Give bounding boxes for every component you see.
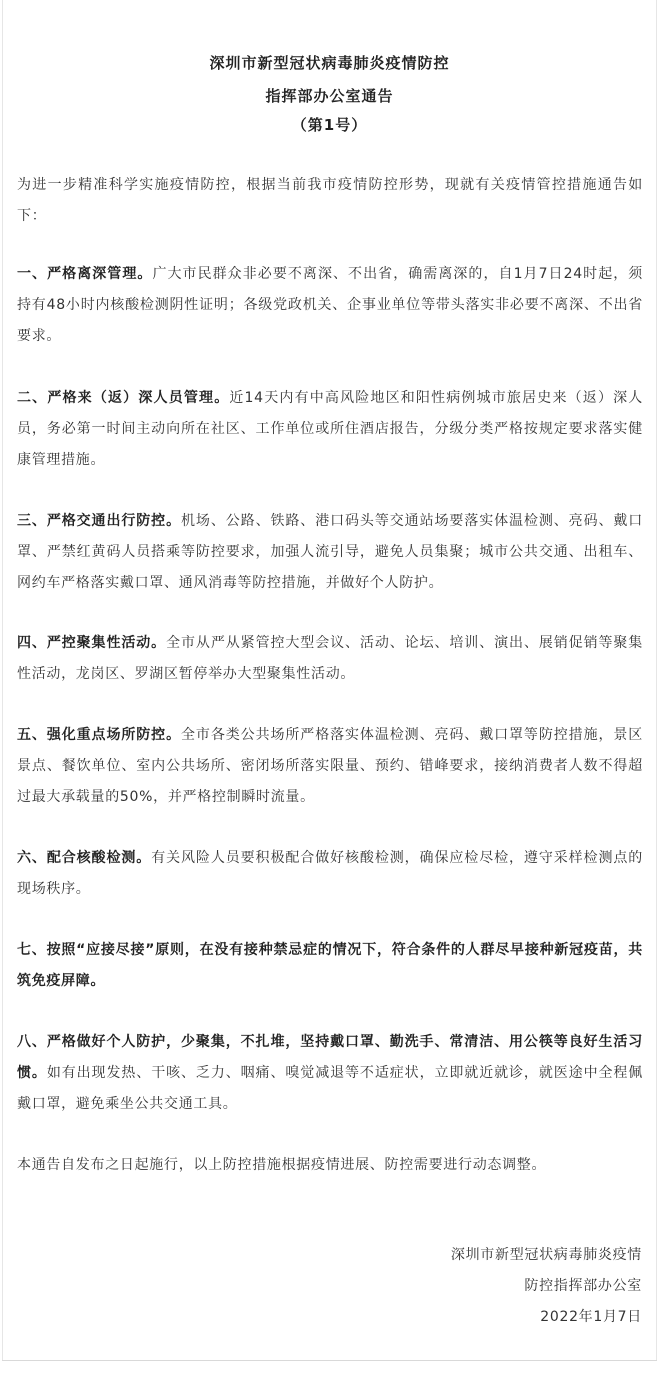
item-4-body: 全市从严从紧管控大型会议、活动、论坛、培训、演出、展销促销等聚集性活动，龙岗区、罗湖区暂停举办大型聚集性活动。 bbox=[17, 635, 644, 682]
signature-org-line-1: 深圳市新型冠状病毒肺炎疫情 bbox=[450, 1247, 642, 1263]
item-6-paragraph bbox=[17, 843, 643, 905]
item-1-paragraph bbox=[17, 259, 643, 352]
item-5-paragraph bbox=[17, 720, 643, 813]
item-7-paragraph bbox=[17, 935, 643, 997]
item-3-paragraph bbox=[17, 506, 643, 599]
title-line-1: 深圳市新型冠状病毒肺炎疫情防控 bbox=[209, 54, 450, 72]
item-5-heading: 五、强化重点场所防控。 bbox=[17, 727, 182, 743]
frame-left-border bbox=[2, 0, 3, 1361]
signature-org-line-2: 防控指挥部办公室 bbox=[524, 1278, 642, 1294]
item-7-heading: 七、按照“应接尽接”原则，在没有接种禁忌症的情况下，符合条件的人群尽早接种新冠疫苗，共筑免疫屏障。 bbox=[17, 942, 643, 989]
item-6-heading: 六、配合核酸检测。 bbox=[17, 850, 152, 866]
item-2-paragraph bbox=[17, 383, 643, 476]
frame-bottom-border bbox=[2, 1360, 657, 1361]
closing-paragraph: 本通告自发布之日起施行，以上防控措施根据疫情进展、防控需要进行动态调整。 bbox=[17, 1157, 547, 1173]
item-8-paragraph bbox=[17, 1027, 643, 1120]
item-3-heading: 三、严格交通出行防控。 bbox=[17, 513, 182, 529]
item-5-body: 全市各类公共场所严格落实体温检测、亮码、戴口罩等防控措施，景区景点、餐饮单位、室内公共场所、密闭场所落实限量、预约、错峰要求，接纳消费者人数不得超过最大承载量的50%，并严格控制瞬时流量。 bbox=[17, 727, 644, 805]
title-line-2: 指挥部办公室通告 bbox=[265, 87, 394, 105]
item-1-body: 广大市民群众非必要不离深、不出省，确需离深的，自1月7日24时起，须持有48小时内核酸检测阴性证明；各级党政机关、企事业单位等带头落实非必要不离深、不出省要求。 bbox=[17, 266, 643, 344]
signature-date: 2022年1月7日 bbox=[540, 1309, 642, 1325]
item-3-body: 机场、公路、铁路、港口码头等交通站场要落实体温检测、亮码、戴口罩、严禁红黄码人员搭乘等防控要求，加强人流引导，避免人员集聚；城市公共交通、出租车、网约车严格落实戴口罩、通风消毒等防控措施，并做好个人防护。 bbox=[17, 513, 644, 591]
item-8-body: 如有出现发热、干咳、乏力、咽痛、嗅觉减退等不适症状，立即就近就诊，就医途中全程佩戴口罩，避免乘坐公共交通工具。 bbox=[17, 1065, 644, 1112]
intro-paragraph: 为进一步精准科学实施疫情防控，根据当前我市疫情防控形势，现就有关疫情管控措施通告如下： bbox=[17, 177, 643, 224]
item-2-body: 近14天内有中高风险地区和阳性病例城市旅居史来（返）深人员，务必第一时间主动向所在社区、工作单位或所住酒店报告，分级分类严格按规定要求落实健康管理措施。 bbox=[17, 390, 643, 468]
notice-number: （第1号） bbox=[291, 116, 368, 134]
item-8-heading: 八、严格做好个人防护，少聚集，不扎堆，坚持戴口罩、勤洗手、常清洁、用公筷等良好生活习惯。 bbox=[17, 1034, 643, 1081]
item-4-paragraph bbox=[17, 628, 643, 690]
frame-right-border bbox=[656, 0, 657, 1361]
item-2-heading: 二、严格来（返）深人员管理。 bbox=[17, 390, 230, 406]
item-1-heading: 一、严格离深管理。 bbox=[17, 266, 153, 282]
item-6-body: 有关风险人员要积极配合做好核酸检测，确保应检尽检，遵守采样检测点的现场秩序。 bbox=[17, 850, 643, 897]
item-4-heading: 四、严控聚集性活动。 bbox=[17, 635, 167, 651]
